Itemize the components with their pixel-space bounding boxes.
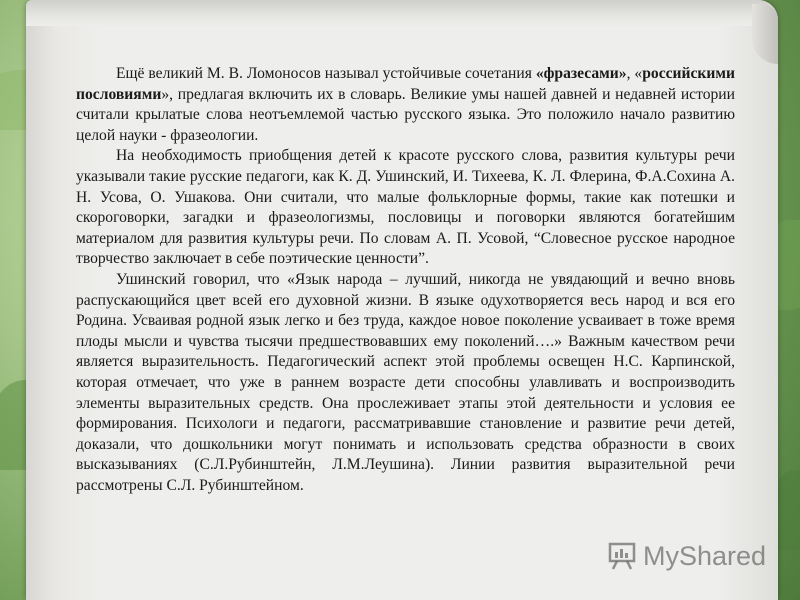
- presentation-board-icon: [607, 541, 637, 571]
- text-segment: На необходимость приобщения детей к красоте русского слова, развития культуры речи указывали такие русские педагоги, как К. Д. Ушинский, И. Тихеева, К. Л. Флерина, Ф.А.Сохина А. Н. Усова, О. Ушакова. Они считали, что малые фольклорные формы, такие как потешки и скороговорки, загадки и фразеологизмы, пословицы и поговорки являются богатейшим материалом для развития культуры речи. По словам А. П. Усовой, “Словесное русское народное творчество заключает в себе поэтические ценности”.: [76, 147, 735, 268]
- paragraph-1: [76, 64, 735, 146]
- document-text: [76, 64, 735, 496]
- text-segment: Ушинский говорил, что «Язык народа – лучший, никогда не увядающий и вечно вновь распускающийся цвет всей его духовной жизни. В языке одухотворяется весь народ и вся его Родина. Усваивая родной язык легко и без труда, каждое новое поколение усваивает в тоже время плоды мысли и чувства тысячи предшествовавших ему поколений….» Важным качеством речи является выразительность. Педагогический аспект этой проблемы освещен Н.С. Карпинской, которая отмечает, что уже в раннем возрасте дети способны улавливать и воспроизводить элементы выразительных средств. Она прослеживает этапы этой деятельности и условия ее формирования. Психологи и педагоги, рассматривавшие становление и развитие речи детей, доказали, что дошкольники могут понимать и использовать средства образности в своих высказываниях (С.Л.Рубинштейн, Л.М.Леушина). Линии развития выразительной речи рассмотрены С.Л. Рубинштейном.: [76, 270, 735, 494]
- text-segment: , «: [626, 65, 643, 82]
- text-segment: », предлагая включить их в словарь. Великие умы нашей давней и недавней истории считали крылатые слова неотъемлемой частью русского языка. Это положило начало развитию целой науки - фразеологии.: [76, 85, 735, 144]
- watermark-text: MyShared: [643, 540, 767, 571]
- paragraph-2: [76, 146, 735, 270]
- watermark-logo: [607, 536, 767, 576]
- bold-term: «фразесами»: [535, 65, 627, 82]
- paper-top-fold: [26, 0, 778, 26]
- paragraph-3: [76, 270, 735, 497]
- text-segment: Ещё великий М. В. Ломоносов называл устойчивые сочетания: [116, 65, 536, 82]
- bold-term: российскими пословиями: [76, 65, 735, 103]
